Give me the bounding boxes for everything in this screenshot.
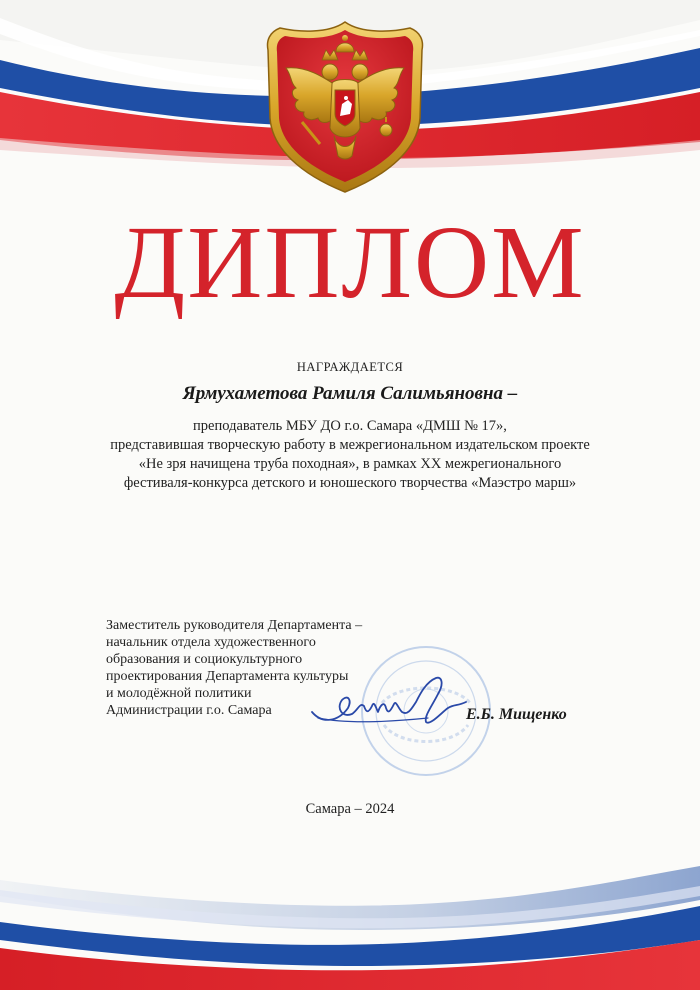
position-line: проектирования Департамента культуры [106, 669, 349, 684]
description-line: представившая творческую работу в межрегиональном издательском проекте [110, 437, 590, 453]
city-year: Самара – 2024 [305, 801, 395, 817]
position-line: начальник отдела художественного [106, 635, 316, 650]
awarded-label: НАГРАЖДАЕТСЯ [296, 360, 404, 374]
description-line: «Не зря начищена труба походная», в рамках XX межрегионального [138, 456, 562, 472]
award-description [60, 417, 640, 493]
coat-of-arms-icon [262, 18, 428, 196]
position-line: и молодёжной политики [106, 686, 252, 701]
description-line: фестиваля-конкурса детского и юношеского творчества «Маэстро марш» [123, 475, 577, 491]
position-line: образования и социокультурного [106, 652, 303, 667]
signer-name: Е.Б. Мищенко [466, 706, 567, 723]
bottom-tricolor-waves [0, 860, 700, 990]
diploma-title: ДИПЛОМ [114, 205, 586, 320]
signature-icon [308, 672, 470, 734]
recipient-name: Ярмухаметова Рамиля Салимьяновна – [182, 383, 518, 404]
description-line: преподаватель МБУ ДО г.о. Самара «ДМШ № 17», [193, 418, 507, 434]
position-line: Администрации г.о. Самара [106, 703, 272, 718]
position-line: Заместитель руководителя Департамента – [106, 618, 363, 633]
